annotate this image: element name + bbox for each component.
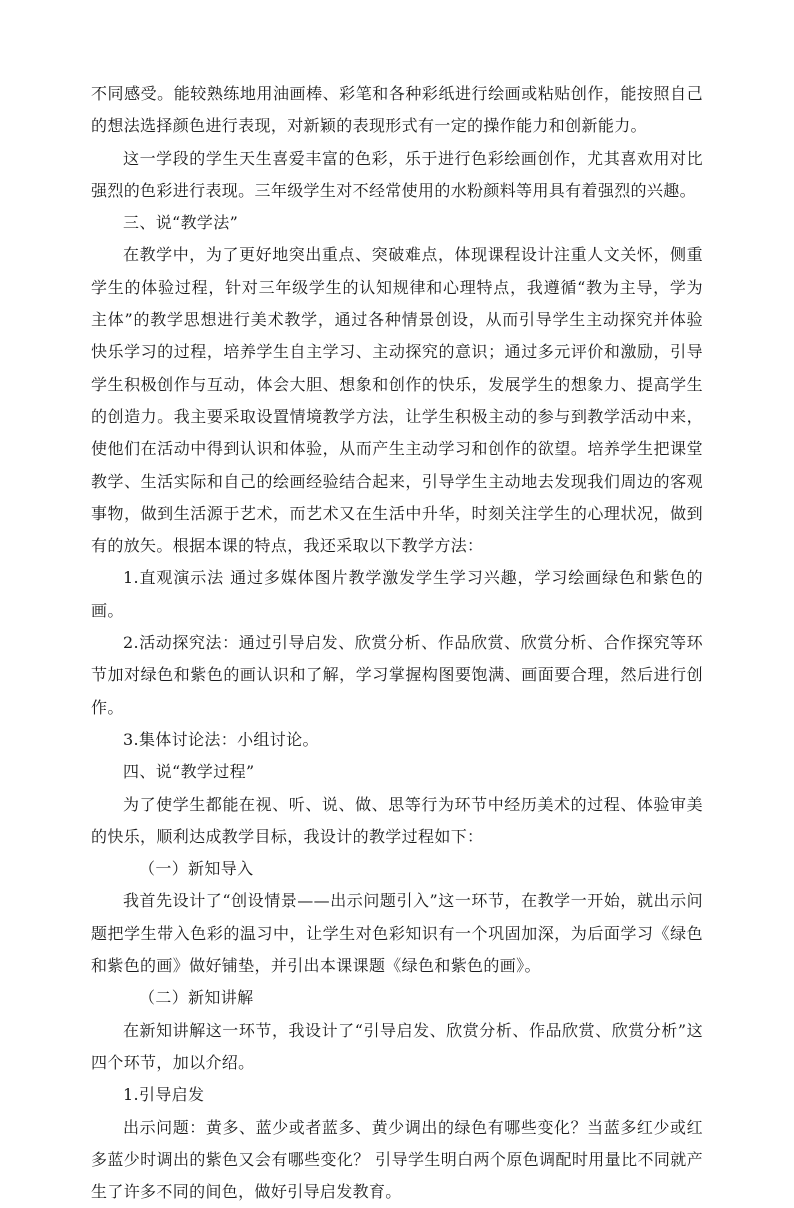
paragraph-teaching-method-body: 在教学中，为了更好地突出重点、突破难点，体现课程设计注重人文关怀，侧重学生的体验过程，针对三年级学生的认知规律和心理特点，我遵循“教为主导，学为主体”的教学思想进行美术教学，通过各种情景创设，从而引导学生主动探究并体验快乐学习的过程，培养学生自主学习、主动探究的意识；通过多元评价和激励，引导学生积极创作与互动，体会大胆、想象和创作的快乐，发展学生的想象力、提高学生的创造力。我主要采取设置情境教学方法，让学生积极主动的参与到教学活动中来，使他们在活动中得到认识和体验，从而产生主动学习和创作的欲望。培养学生把课堂教学、生活实际和自己的绘画经验结合起来，引导学生主动地去发现我们周边的客观事物，做到生活源于艺术，而艺术又在生活中升华，时刻关注学生的心理状况，做到有的放矢。根据本课的特点，我还采取以下教学方法： xyxy=(91,239,703,562)
paragraph-teaching-process-intro: 为了使学生都能在视、听、说、做、思等行为环节中经历美术的过程、体验审美的快乐，顺利达成教学目标，我设计的教学过程如下： xyxy=(91,789,703,854)
list-item-method-2: 2.活动探究法：通过引导启发、欣赏分析、作品欣赏、欣赏分析、合作探究等环节加对绿色和紫色的画认识和了解，学习掌握构图要饱满、画面要合理，然后进行创作。 xyxy=(91,627,703,724)
document-body xyxy=(91,78,703,1208)
paragraph-new-knowledge-explain: 在新知讲解这一环节，我设计了“引导启发、欣赏分析、作品欣赏、欣赏分析”这四个环节，加以介绍。 xyxy=(91,1015,703,1080)
section-heading-teaching-process: 四、说“教学过程” xyxy=(91,756,703,788)
subheading-new-knowledge-explain: （二）新知讲解 xyxy=(91,982,703,1014)
paragraph-student-characteristics: 这一学段的学生天生喜爱丰富的色彩，乐于进行色彩绘画创作，尤其喜欢用对比强烈的色彩进行表现。三年级学生对不经常使用的水粉颜料等用具有着强烈的兴趣。 xyxy=(91,143,703,208)
subheading-guided-inspiration: 1.引导启发 xyxy=(91,1079,703,1111)
list-item-method-3: 3.集体讨论法：小组讨论。 xyxy=(91,724,703,756)
paragraph-new-knowledge-intro: 我首先设计了“创设情景——出示问题引入”这一环节，在教学一开始，就出示问题把学生带入色彩的温习中，让学生对色彩知识有一个巩固加深，为后面学习《绿色和紫色的画》做好铺垫，并引出本课课题《绿色和紫色的画》。 xyxy=(91,885,703,982)
paragraph-guided-inspiration: 出示问题：黄多、蓝少或者蓝多、黄少调出的绿色有哪些变化？当蓝多红少或红多蓝少时调出的紫色又会有哪些变化？ 引导学生明白两个原色调配时用量比不同就产生了许多不同的间色，做好引导启发教育。 xyxy=(91,1112,703,1208)
subheading-new-knowledge-intro: （一）新知导入 xyxy=(91,853,703,885)
list-item-method-1: 1.直观演示法 通过多媒体图片教学激发学生学习兴趣，学习绘画绿色和紫色的画。 xyxy=(91,562,703,627)
paragraph-continued-intro: 不同感受。能较熟练地用油画棒、彩笔和各种彩纸进行绘画或粘贴创作，能按照自己的想法选择颜色进行表现，对新颖的表现形式有一定的操作能力和创新能力。 xyxy=(91,78,703,143)
section-heading-teaching-method: 三、说“教学法” xyxy=(91,207,703,239)
